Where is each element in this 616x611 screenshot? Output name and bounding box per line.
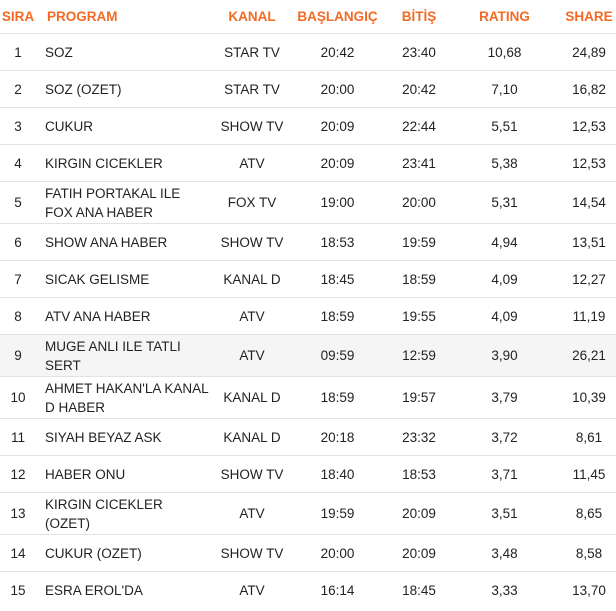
cell-sira: 9 [0, 335, 36, 377]
cell-baslangic: 20:09 [295, 108, 380, 145]
cell-baslangic: 18:59 [295, 298, 380, 335]
cell-share: 12,53 [551, 145, 616, 182]
cell-kanal: SHOW TV [209, 456, 295, 493]
cell-bitis: 23:32 [380, 419, 458, 456]
cell-sira: 7 [0, 261, 36, 298]
cell-kanal: ATV [209, 335, 295, 377]
table-row [0, 34, 616, 71]
cell-baslangic: 18:40 [295, 456, 380, 493]
cell-program: CUKUR (OZET) [36, 535, 209, 572]
cell-program: HABER ONU [36, 456, 209, 493]
column-header-share: SHARE [551, 0, 616, 34]
table-row [0, 71, 616, 108]
cell-share: 12,53 [551, 108, 616, 145]
cell-sira: 13 [0, 493, 36, 535]
cell-rating: 3,90 [458, 335, 551, 377]
cell-share: 11,45 [551, 456, 616, 493]
header-row [0, 0, 616, 34]
table-row [0, 224, 616, 261]
table-row [0, 298, 616, 335]
cell-kanal: KANAL D [209, 377, 295, 419]
cell-sira: 8 [0, 298, 36, 335]
cell-sira: 11 [0, 419, 36, 456]
cell-kanal: STAR TV [209, 71, 295, 108]
cell-bitis: 12:59 [380, 335, 458, 377]
cell-baslangic: 18:45 [295, 261, 380, 298]
cell-sira: 10 [0, 377, 36, 419]
cell-bitis: 22:44 [380, 108, 458, 145]
cell-share: 13,51 [551, 224, 616, 261]
cell-program: SIYAH BEYAZ ASK [36, 419, 209, 456]
cell-share: 14,54 [551, 182, 616, 224]
cell-kanal: ATV [209, 298, 295, 335]
cell-sira: 4 [0, 145, 36, 182]
cell-rating: 5,38 [458, 145, 551, 182]
cell-baslangic: 20:18 [295, 419, 380, 456]
cell-rating: 3,51 [458, 493, 551, 535]
cell-program: ATV ANA HABER [36, 298, 209, 335]
cell-baslangic: 18:59 [295, 377, 380, 419]
cell-share: 16,82 [551, 71, 616, 108]
cell-bitis: 20:09 [380, 535, 458, 572]
cell-program: SICAK GELISME [36, 261, 209, 298]
cell-rating: 3,71 [458, 456, 551, 493]
cell-program: KIRGIN CICEKLER (OZET) [36, 493, 209, 535]
cell-bitis: 18:45 [402, 582, 436, 598]
cell-share: 12,27 [551, 261, 616, 298]
cell-baslangic: 20:00 [295, 71, 380, 108]
cell-share: 8,65 [551, 493, 616, 535]
table-row [0, 261, 616, 298]
cell-baslangic: 09:59 [295, 335, 380, 377]
cell-rating: 3,33 [491, 582, 518, 598]
cell-program: SOZ [36, 34, 209, 71]
cell-program: MUGE ANLI ILE TATLI SERT [36, 335, 209, 377]
cell-kanal: SHOW TV [209, 224, 295, 261]
cell-share: 11,19 [551, 298, 616, 335]
column-header-program: PROGRAM [36, 0, 209, 34]
cell-bitis: 23:41 [380, 145, 458, 182]
cell-kanal: FOX TV [209, 182, 295, 224]
table-row [0, 145, 616, 182]
cell-kanal: STAR TV [209, 34, 295, 71]
cell-bitis: 20:42 [380, 71, 458, 108]
cell-kanal: ATV [239, 582, 265, 598]
table-row [0, 182, 616, 224]
cell-share: 8,61 [551, 419, 616, 456]
cell-kanal: KANAL D [209, 419, 295, 456]
cell-sira: 3 [0, 108, 36, 145]
column-header-bitis: BİTİŞ [380, 0, 458, 34]
cell-baslangic: 19:00 [295, 182, 380, 224]
table-row [0, 535, 616, 572]
table-row [0, 335, 616, 377]
column-header-kanal: KANAL [209, 0, 295, 34]
table-row [0, 493, 616, 535]
cell-program: FATIH PORTAKAL ILE FOX ANA HABER [36, 182, 209, 224]
cell-sira: 14 [0, 535, 36, 572]
cell-kanal: SHOW TV [209, 535, 295, 572]
cell-kanal: KANAL D [209, 261, 295, 298]
cell-baslangic: 19:59 [295, 493, 380, 535]
cell-bitis: 19:57 [380, 377, 458, 419]
cell-sira: 6 [0, 224, 36, 261]
cell-kanal: ATV [209, 493, 295, 535]
cell-program: SHOW ANA HABER [36, 224, 209, 261]
column-header-baslangic: BAŞLANGIÇ [295, 0, 380, 34]
cell-bitis: 20:00 [380, 182, 458, 224]
cell-share: 8,58 [551, 535, 616, 572]
cell-baslangic: 20:00 [295, 535, 380, 572]
cell-bitis: 18:59 [380, 261, 458, 298]
cell-share: 13,70 [572, 582, 606, 598]
table-row [0, 572, 616, 609]
cell-bitis: 18:53 [380, 456, 458, 493]
cell-baslangic: 20:42 [295, 34, 380, 71]
cell-program: SOZ (OZET) [36, 71, 209, 108]
cell-rating: 3,79 [458, 377, 551, 419]
cell-share: 10,39 [551, 377, 616, 419]
table-row [0, 419, 616, 456]
cell-rating: 4,09 [458, 261, 551, 298]
table-row [0, 456, 616, 493]
cell-bitis: 20:09 [380, 493, 458, 535]
cell-baslangic: 20:09 [295, 145, 380, 182]
cell-sira: 1 [0, 34, 36, 71]
cell-rating: 4,09 [458, 298, 551, 335]
cell-sira: 5 [0, 182, 36, 224]
cell-bitis: 19:55 [380, 298, 458, 335]
cell-kanal: SHOW TV [209, 108, 295, 145]
cell-rating: 7,10 [458, 71, 551, 108]
cell-rating: 4,94 [458, 224, 551, 261]
cell-rating: 10,68 [458, 34, 551, 71]
cell-bitis: 19:59 [380, 224, 458, 261]
cell-kanal: ATV [209, 145, 295, 182]
cell-program: AHMET HAKAN'LA KANAL D HABER [36, 377, 209, 419]
cell-program: CUKUR [36, 108, 209, 145]
cell-rating: 5,51 [458, 108, 551, 145]
cell-rating: 3,72 [458, 419, 551, 456]
cell-rating: 3,48 [458, 535, 551, 572]
cell-sira: 2 [0, 71, 36, 108]
cell-baslangic: 18:53 [295, 224, 380, 261]
cell-share: 24,89 [551, 34, 616, 71]
cell-share: 26,21 [551, 335, 616, 377]
cell-rating: 5,31 [458, 182, 551, 224]
cell-program: ESRA EROL'DA [45, 582, 143, 598]
cell-baslangic: 16:14 [320, 582, 355, 598]
cell-sira: 15 [10, 582, 26, 598]
table-row [0, 108, 616, 145]
table-row [0, 377, 616, 419]
column-header-rating: RATING [458, 0, 551, 34]
cell-program: KIRGIN CICEKLER [36, 145, 209, 182]
column-header-sira: SIRA [0, 0, 36, 34]
cell-sira: 12 [0, 456, 36, 493]
cell-bitis: 23:40 [380, 34, 458, 71]
